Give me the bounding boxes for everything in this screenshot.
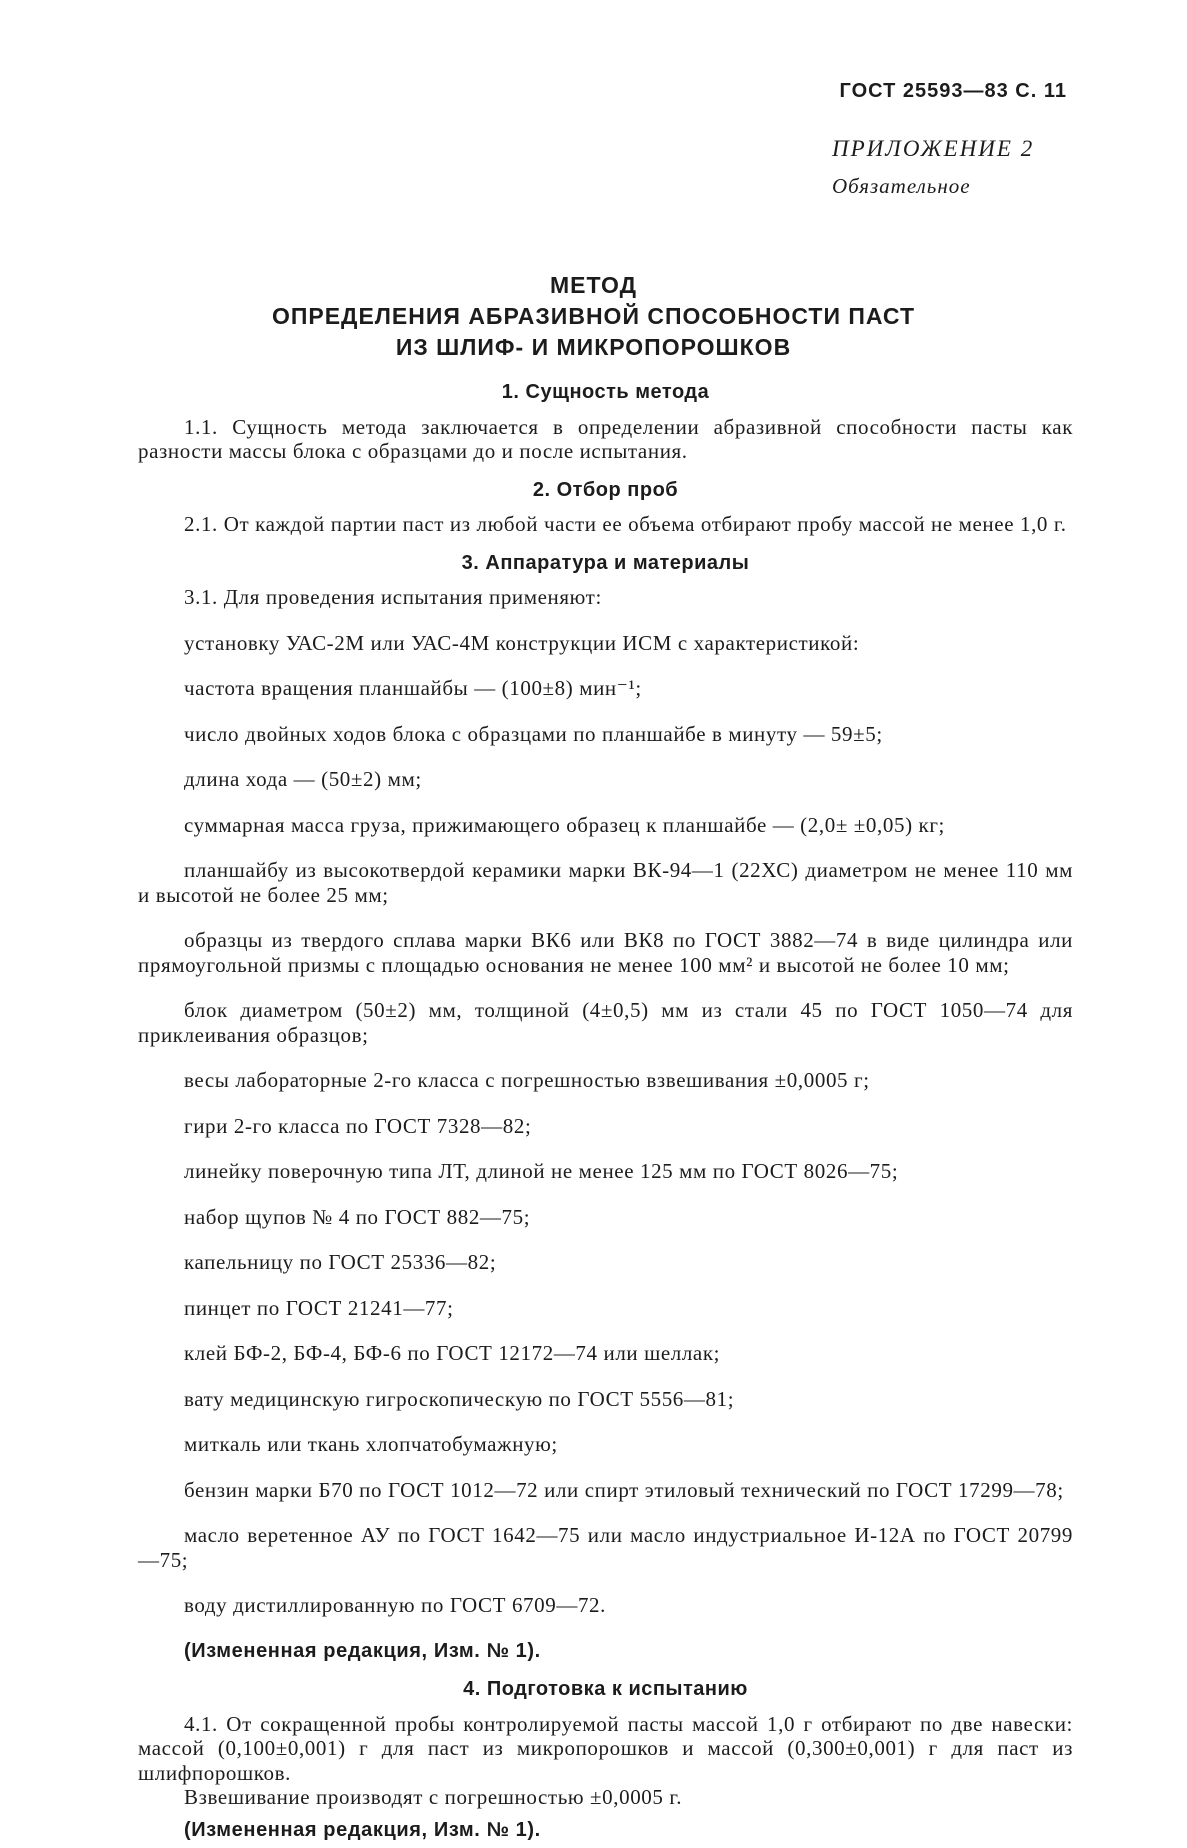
title-line-3: ИЗ ШЛИФ- И МИКРОПОРОШКОВ <box>395 334 792 360</box>
equipment-item: набор щупов № 4 по ГОСТ 882—75; <box>184 1204 531 1229</box>
equipment-item: весы лабораторные 2-го класса с погрешностью взвешивания ±0,0005 г; <box>184 1068 870 1092</box>
appendix-label: ПРИЛОЖЕНИЕ 2 <box>832 136 1035 161</box>
section-4-heading: 4. Подготовка к испытанию <box>463 1678 748 1700</box>
section-1-heading: 1. Сущность метода <box>501 381 710 403</box>
equipment-item: клей БФ-2, БФ-4, БФ-6 по ГОСТ 12172—74 или шеллак; <box>184 1341 721 1365</box>
equipment-item: пинцет по ГОСТ 21241—77; <box>184 1295 454 1320</box>
equipment-item: планшайбу из высокотвердой керамики марки ВК-94—1 (22ХС) диаметром не менее 110 мм и высотой не более 25 мм; <box>138 858 1073 907</box>
section-3-intro: 3.1. Для проведения испытания применяют: <box>184 585 602 609</box>
equipment-item: миткаль или ткань хлопчатобумажную; <box>184 1432 558 1456</box>
equipment-item: масло веретенное АУ по ГОСТ 1642—75 или масло индустриальное И-12А по ГОСТ 20799—75; <box>138 1523 1073 1572</box>
section-3-amendment-note: (Измененная редакция, Изм. № 1). <box>184 1639 541 1662</box>
section-1-paragraph-1: 1.1. Сущность метода заключается в определении абразивной способности пасты как разности массы блока с образцами до и после испытания. <box>138 414 1073 463</box>
equipment-item: линейку поверочную типа ЛТ, длиной не менее 125 мм по ГОСТ 8026—75; <box>184 1159 899 1183</box>
equipment-item: суммарная масса груза, прижимающего образец к планшайбе — (2,0± ±0,05) кг; <box>184 812 945 837</box>
section-3-heading: 3. Аппаратура и материалы <box>461 551 750 574</box>
section-2-heading: 2. Отбор проб <box>532 478 679 501</box>
equipment-item: число двойных ходов блока с образцами по планшайбе в минуту — 59±5; <box>184 721 883 746</box>
equipment-item: блок диаметром (50±2) мм, толщиной (4±0,5) мм из стали 45 по ГОСТ 1050—74 для приклеивания образцов; <box>138 998 1073 1047</box>
equipment-item: образцы из твердого сплава марки ВК6 или ВК8 по ГОСТ 3882—74 в виде цилиндра или прямоугольной призмы с площадью основания не менее 100 мм² и высотой не более 10 мм; <box>138 928 1073 977</box>
section-4-paragraph-2: Взвешивание производят с погрешностью ±0,0005 г. <box>184 1785 683 1809</box>
section-2-paragraph-1: 2.1. От каждой партии паст из любой части ее объема отбирают пробу массой не менее 1,0 г. <box>184 512 1067 536</box>
document-body <box>138 380 1073 1848</box>
equipment-item: установку УАС-2М или УАС-4М конструкции ИСМ с характеристикой: <box>184 630 860 655</box>
page-header-code: ГОСТ 25593—83 С. 11 <box>839 80 1067 102</box>
equipment-item: частота вращения планшайбы — (100±8) мин⁻¹; <box>184 676 642 700</box>
equipment-item: бензин марки Б70 по ГОСТ 1012—72 или спирт этиловый технический по ГОСТ 17299—78; <box>184 1477 1064 1502</box>
title-line-1: МЕТОД <box>550 272 637 298</box>
section-4-paragraph-1: 4.1. От сокращенной пробы контролируемой пасты массой 1,0 г отбирают по две навески: массой (0,100±0,001) г для паст из микропорошков и массой (0,300±0,001) г для паст из шлифпорошков. <box>138 1711 1073 1785</box>
document-title <box>0 270 1187 363</box>
section-4-amendment-note: (Измененная редакция, Изм. № 1). <box>184 1818 541 1841</box>
appendix-status: Обязательное <box>832 174 971 198</box>
equipment-item: гири 2-го класса по ГОСТ 7328—82; <box>184 1113 532 1138</box>
equipment-item: воду дистиллированную по ГОСТ 6709—72. <box>184 1593 606 1617</box>
title-line-2: ОПРЕДЕЛЕНИЯ АБРАЗИВНОЙ СПОСОБНОСТИ ПАСТ <box>271 303 916 329</box>
equipment-item: капельницу по ГОСТ 25336—82; <box>184 1250 497 1274</box>
equipment-item: длина хода — (50±2) мм; <box>184 767 422 791</box>
equipment-item: вату медицинскую гигроскопическую по ГОСТ 5556—81; <box>184 1386 735 1411</box>
